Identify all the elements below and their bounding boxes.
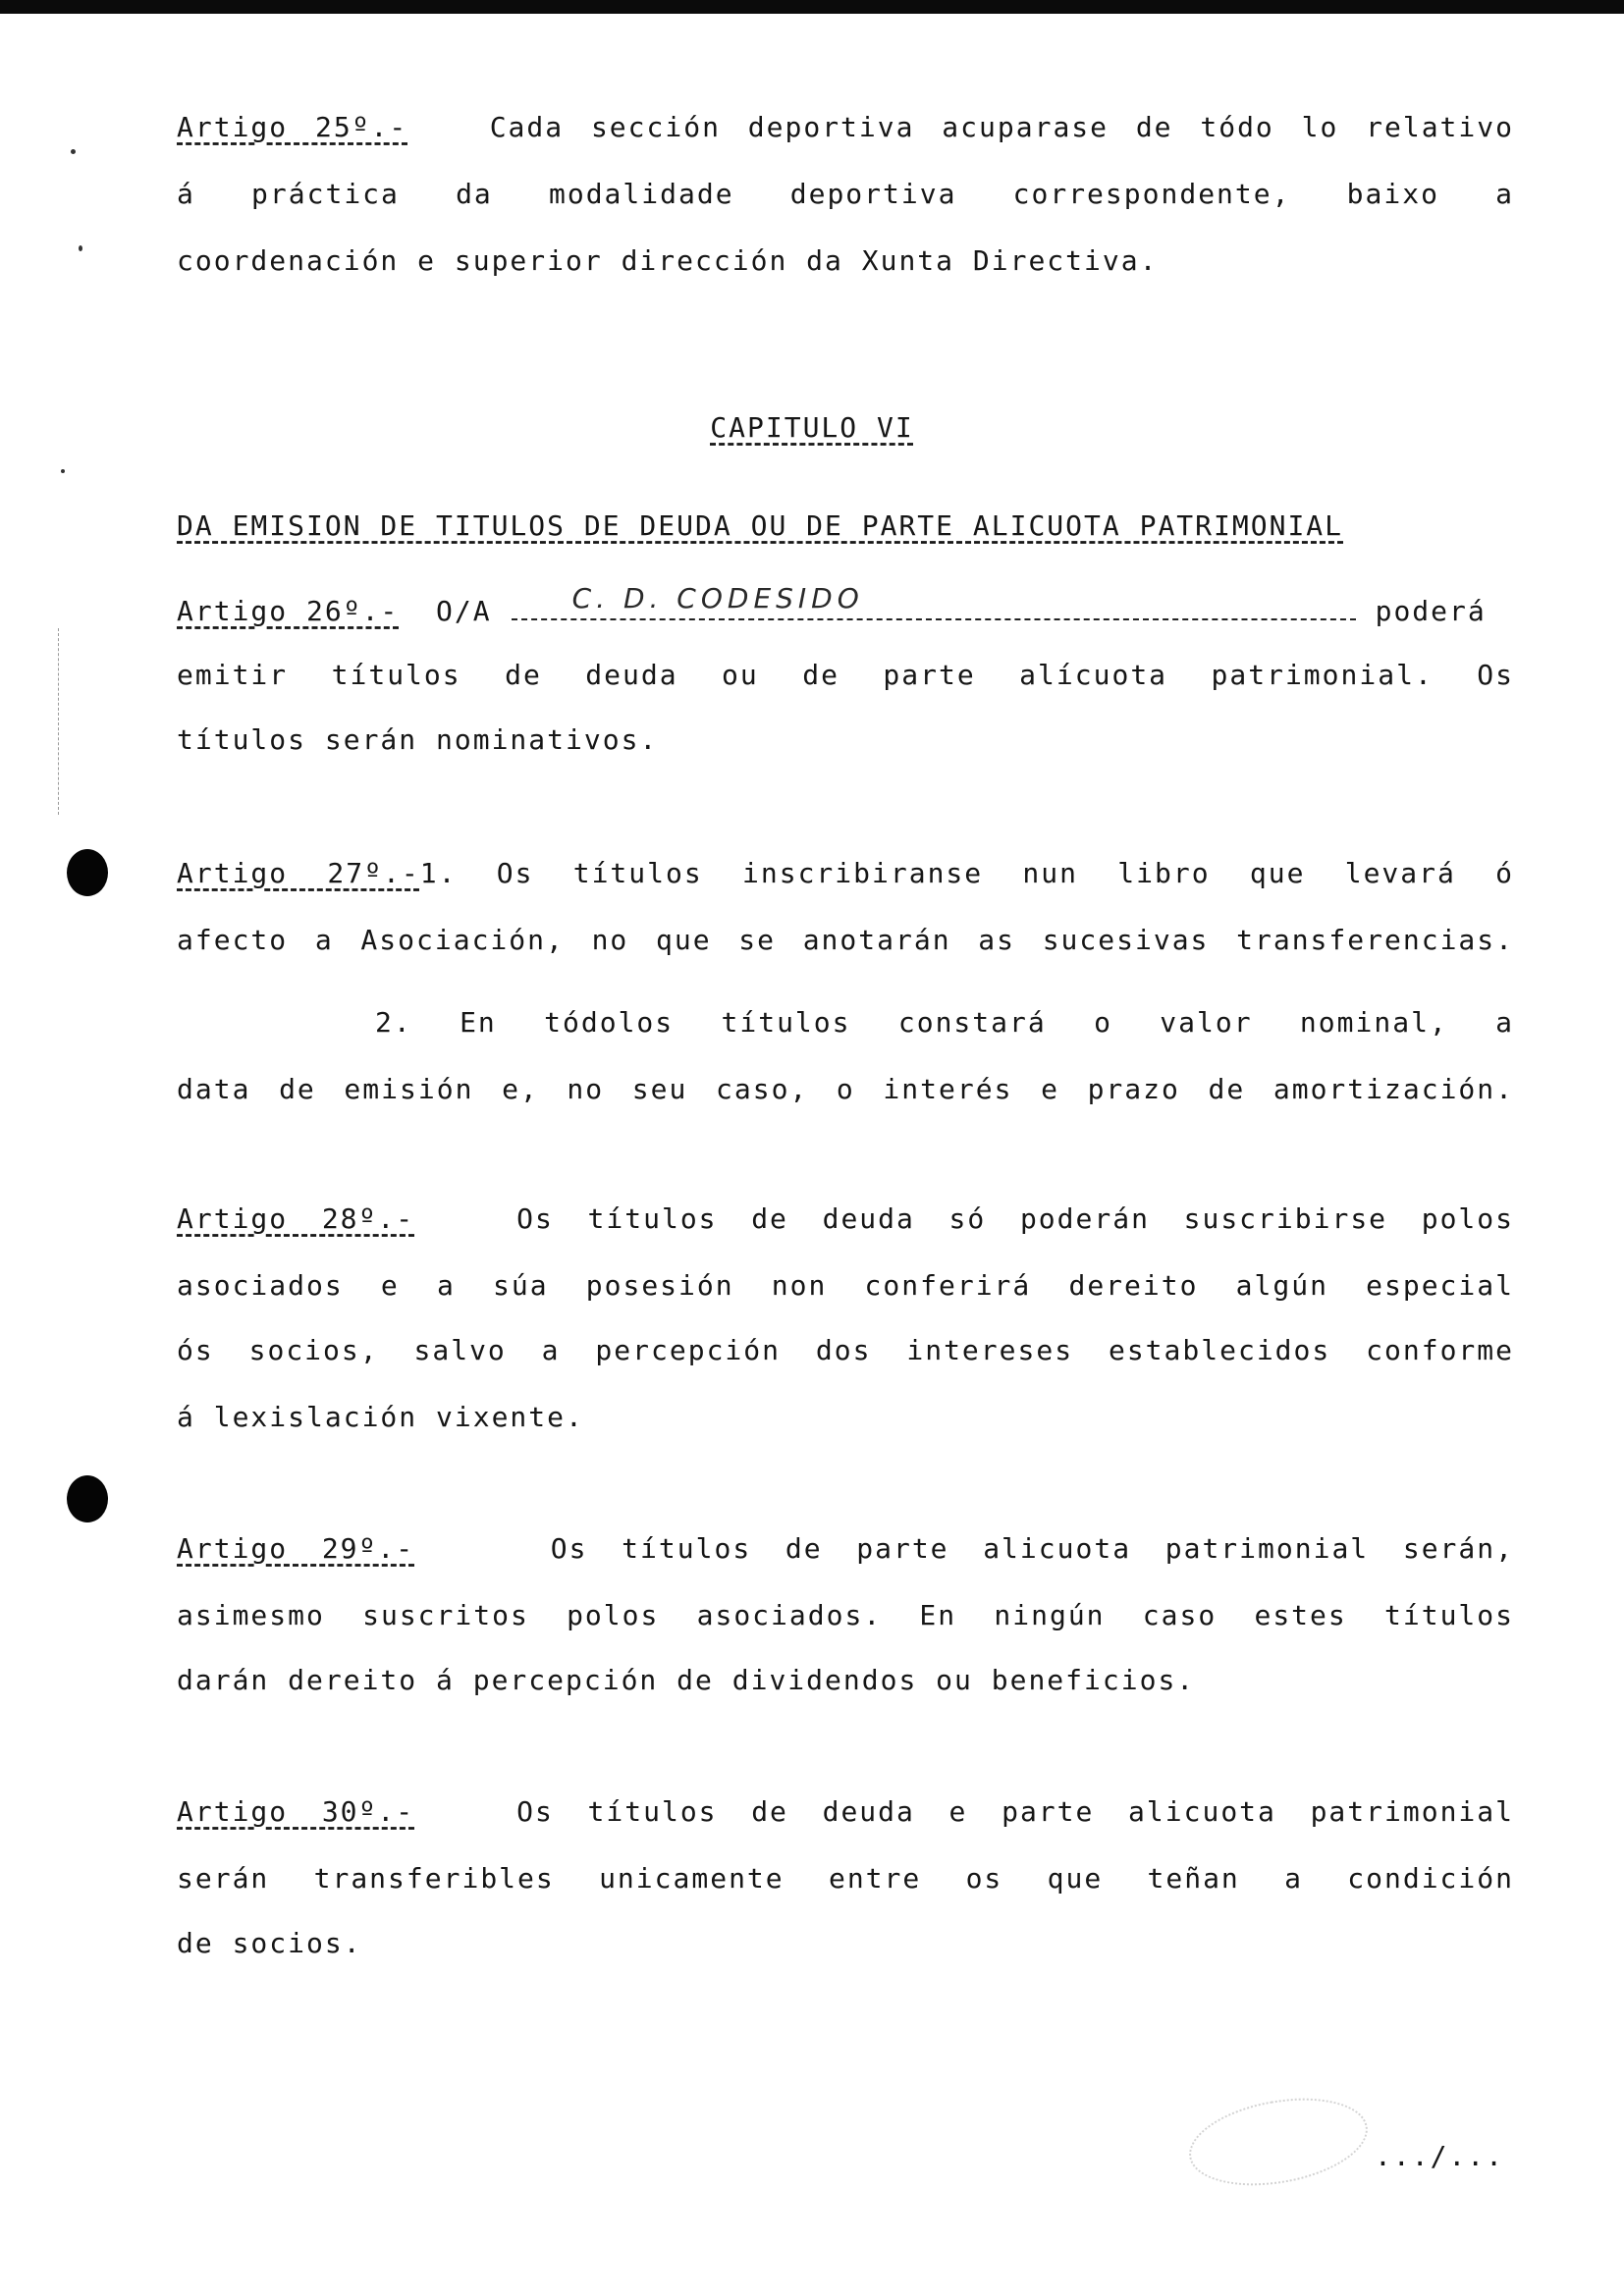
- art30-line2: serán transferibles unicamente entre os que teñan a condición: [177, 1862, 1514, 1895]
- art28-line3: ós socios, salvo a percepción dos intereses establecidos conforme: [177, 1334, 1514, 1366]
- art25-line1: Artigo 25º.- Cada sección deportiva acuparase de tódo lo relativo: [177, 111, 1514, 143]
- art30-line1: Artigo 30º.- Os títulos de deuda e parte alicuota patrimonial: [177, 1795, 1515, 1828]
- handwritten-club-name: C. D. CODESIDO: [571, 582, 864, 614]
- art28-line1: Artigo 28º.- Os títulos de deuda só poderán suscribirse polos: [177, 1202, 1515, 1235]
- art30-label: Artigo 30º.-: [177, 1795, 415, 1828]
- art25-label: Artigo 25º.-: [177, 111, 408, 143]
- art26-line3: títulos serán nominativos.: [177, 723, 659, 756]
- art26-line1: Artigo 26º.- O/A C. D. CODESIDO poderá: [177, 582, 1487, 627]
- art30-line3: de socios.: [177, 1927, 362, 1959]
- chapter-subtitle: DA EMISION DE TITULOS DE DEUDA OU DE PARTE ALICUOTA PATRIMONIAL: [177, 509, 1344, 542]
- art28-line4: á lexislación vixente.: [177, 1401, 584, 1433]
- art27-label: Artigo 27º.-: [177, 857, 420, 889]
- art26-line2: emitir títulos de deuda ou de parte alícuota patrimonial. Os: [177, 659, 1514, 691]
- art25-line3: coordenación e superior dirección da Xunta Directiva.: [177, 244, 1159, 277]
- page-continuation-mark: .../...: [1375, 2140, 1505, 2172]
- art25-line2: á práctica da modalidade deportiva correspondente, baixo a: [177, 178, 1514, 210]
- art27-line3: 2. En tódolos títulos constará o valor nominal, a: [375, 1006, 1514, 1039]
- chapter-title: CAPITULO VI: [710, 411, 914, 444]
- art26-label: Artigo 26º.-: [177, 595, 400, 627]
- art27-line4: data de emisión e, no seu caso, o interés e prazo de amortización.: [177, 1073, 1514, 1105]
- art29-label: Artigo 29º.-: [177, 1532, 415, 1565]
- art29-line1: Artigo 29º.- Os títulos de parte alicuota patrimonial serán,: [177, 1532, 1514, 1565]
- art29-line2: asimesmo suscritos polos asociados. En ningún caso estes títulos: [177, 1599, 1514, 1631]
- art28-label: Artigo 28º.-: [177, 1202, 415, 1235]
- art28-line2: asociados e a súa posesión non conferirá dereito algún especial: [177, 1269, 1514, 1302]
- art29-line3: darán dereito á percepción de dividendos ou beneficios.: [177, 1664, 1196, 1696]
- art27-line1: Artigo 27º.-1. Os títulos inscribiranse nun libro que levará ó: [177, 857, 1514, 889]
- art27-line2: afecto a Asociación, no que se anotarán as sucesivas transferencias.: [177, 924, 1514, 956]
